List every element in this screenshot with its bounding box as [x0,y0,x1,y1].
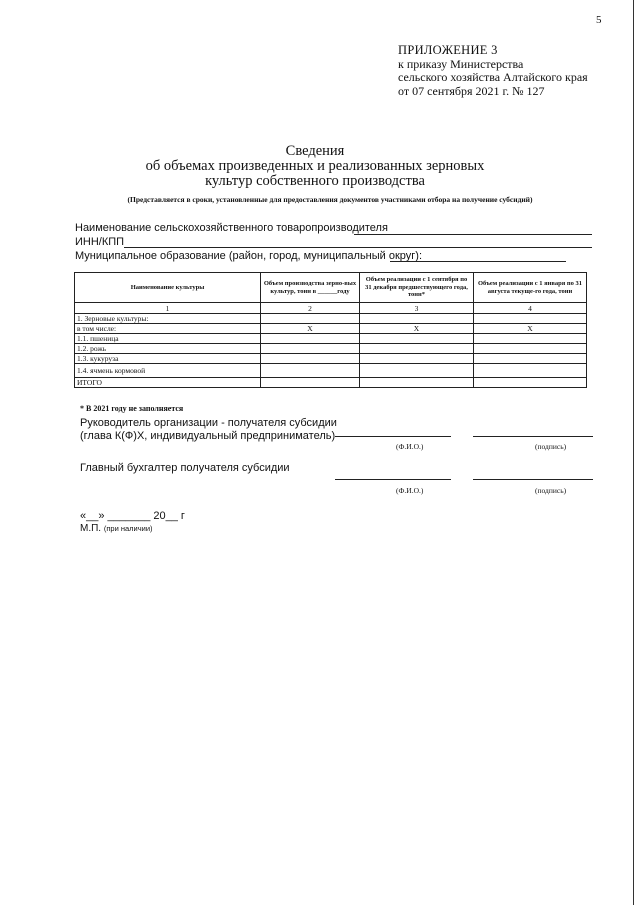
sales-sep-dec-cell[interactable] [360,378,474,388]
title-line: культур собственного производства [205,173,425,189]
column-number: 2 [261,303,360,314]
production-cell[interactable] [261,378,360,388]
scan-edge-line [633,0,634,905]
table-row-total [75,378,587,388]
row-label: в том числе: [75,324,261,334]
sales-sep-dec-cell[interactable] [360,334,474,344]
sales-sep-dec-cell[interactable] [360,314,474,324]
sales-jan-aug-cell[interactable] [474,378,587,388]
header-crop-name: Наименование культуры [75,273,261,303]
header-sales-sep-dec: Объем реализации с 1 сентября по 31 декабря предшествующего года, тонн* [360,273,474,303]
sales-jan-aug-cell[interactable] [474,314,587,324]
header-sales-jan-aug: Объем реализации с 1 января по 31 августа текуще-го года, тонн [474,273,587,303]
accountant-label: Главный бухгалтер получателя субсидии [80,462,290,474]
sales-jan-aug-cell[interactable] [474,334,587,344]
crop-volumes-table [74,272,587,388]
document-title [100,144,530,189]
table-row [75,314,587,324]
producer-name-field[interactable] [354,234,592,235]
production-cell[interactable] [261,354,360,364]
production-cell[interactable] [261,334,360,344]
sales-sep-dec-cell[interactable] [360,364,474,378]
row-label: 1.3. кукуруза [75,354,261,364]
row-label: 1.4. ячмень кормовой [75,364,261,378]
sales-sep-dec-cell: X [360,324,474,334]
inn-kpp-label: ИНН/КПП [75,236,125,248]
row-label: 1. Зерновые культуры: [75,314,261,324]
head-signature-field[interactable] [473,436,593,437]
stamp-note: (при наличии) [103,524,153,533]
appendix-line: сельского хозяйства Алтайского края [398,70,588,84]
sales-jan-aug-cell[interactable] [474,344,587,354]
sales-jan-aug-cell[interactable] [474,364,587,378]
signature-caption: (подпись) [535,442,567,451]
sales-sep-dec-cell[interactable] [360,344,474,354]
sales-jan-aug-cell[interactable] [474,354,587,364]
head-label-line: (глава К(Ф)Х, индивидуальный предприниматель) [80,430,336,442]
table-row [75,354,587,364]
table-row [75,364,587,378]
appendix-title: ПРИЛОЖЕНИЕ 3 [398,43,498,57]
municipality-label: Муниципальное образование (район, город, муниципальный округ): [75,250,423,262]
title-line: об объемах произведенных и реализованных зерновых [145,158,485,174]
page-number: 5 [596,14,602,26]
column-number: 1 [75,303,261,314]
table-row [75,334,587,344]
production-cell: X [261,324,360,334]
production-cell[interactable] [261,364,360,378]
row-label: 1.1. пшеница [75,334,261,344]
sales-sep-dec-cell[interactable] [360,354,474,364]
table-row [75,324,587,334]
head-label-line: Руководитель организации - получателя субсидии [80,417,337,429]
appendix-line: к приказу Министерства [398,56,524,71]
column-number: 3 [360,303,474,314]
stamp-label: М.П. [80,523,102,534]
row-label: ИТОГО [75,378,261,388]
sales-jan-aug-cell: X [474,324,587,334]
fio-caption: (Ф.И.О.) [396,486,424,495]
production-cell[interactable] [261,344,360,354]
submission-note: (Представляется в сроки, установленные для предоставления документов участниками отбора на получение субсидий) [127,195,533,204]
head-fio-field[interactable] [335,436,451,437]
municipality-field[interactable] [390,261,566,262]
date-line[interactable]: «__» _______ 20__ г [80,510,185,522]
title-line: Сведения [285,143,345,159]
accountant-signature-field[interactable] [473,479,593,480]
signature-caption: (подпись) [535,486,567,495]
appendix-line: от 07 сентября 2021 г. № 127 [398,83,545,98]
table-row [75,344,587,354]
accountant-fio-field[interactable] [335,479,451,480]
inn-kpp-field[interactable] [124,247,592,248]
stamp-place [80,523,153,534]
production-cell[interactable] [261,314,360,324]
column-number: 4 [474,303,587,314]
footnote: * В 2021 году не заполняется [80,404,184,413]
appendix-block [398,44,588,98]
fio-caption: (Ф.И.О.) [396,442,424,451]
producer-name-label: Наименование сельскохозяйственного товаропроизводителя [75,222,388,234]
row-label: 1.2. рожь [75,344,261,354]
head-signature-label [80,417,337,443]
header-production-volume: Объем производства зерно-вых культур, тонн в ______году [261,273,360,303]
